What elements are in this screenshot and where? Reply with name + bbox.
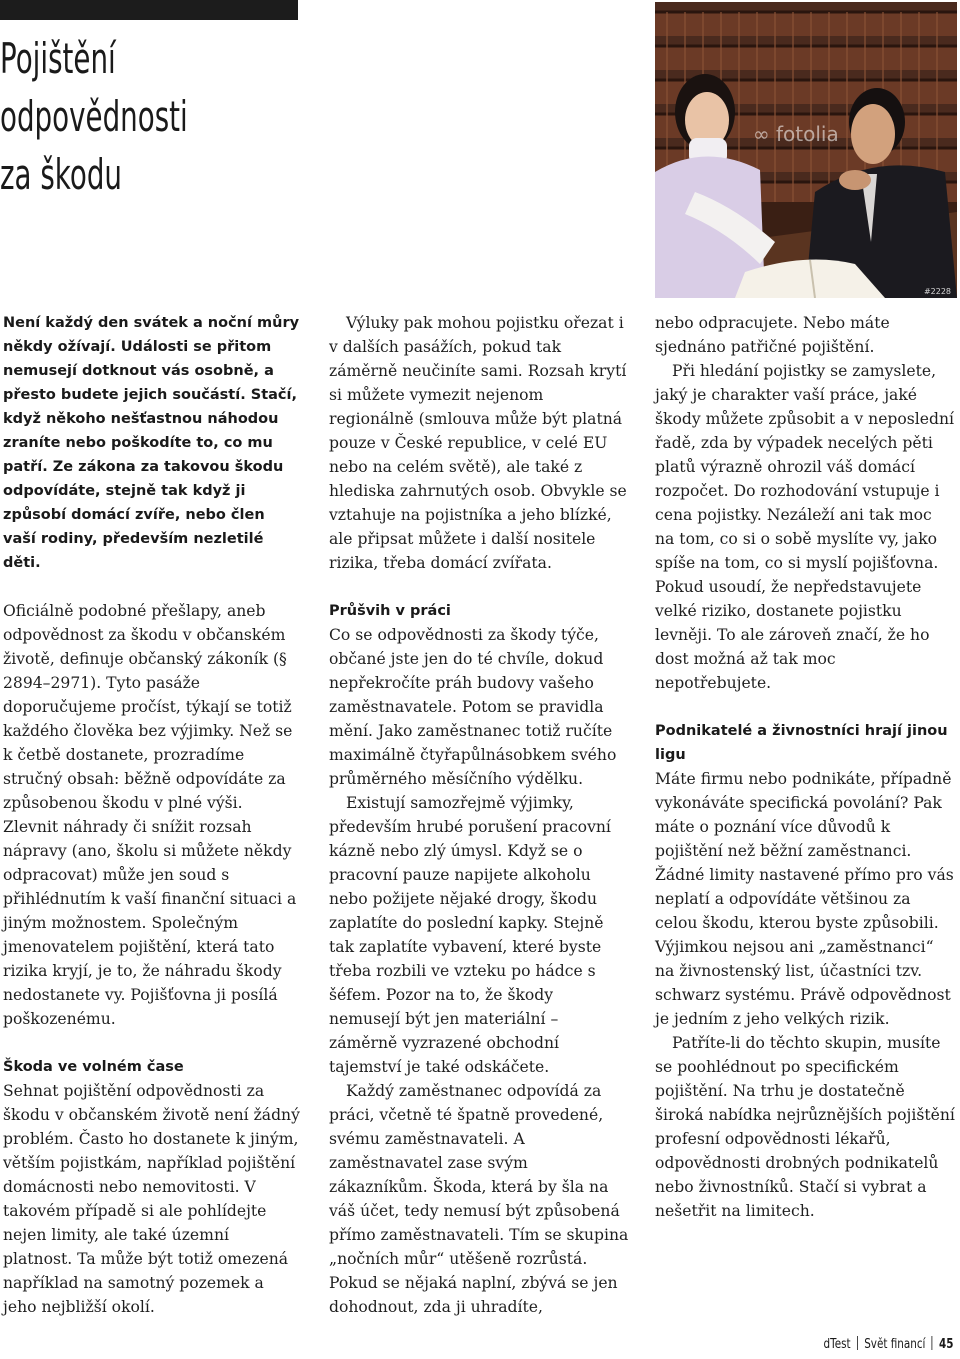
footer-section: Svět financí (864, 1337, 926, 1352)
title-line: Pojištění (0, 34, 116, 83)
subheading: Škoda ve volném čase (3, 1059, 184, 1075)
photo-illustration (655, 2, 957, 298)
paragraph: Výluky pak mohou pojistku ořezat i v dalších pasážích, pokud tak záměrně neučiníte sami. Rozsah krytí si můžete vymezit nejenom regionálně (smlouva může být platná pouze v České republice, v celé EU nebo na celém světě), ale také z hlediska zahrnutých osob. Obvykle se vztahuje na pojistníka a jeho blízké, ale připsat můžete i další nositele rizika, třeba domácí zvířata. (329, 314, 627, 572)
photo-code: #2228 (923, 287, 951, 296)
paragraph: Každý zaměstnanec odpovídá za práci, včetně té špatně provedené, svému zaměstnavateli. A zaměstnavatel zase svým zákazníkům. Škoda, která by šla na váš účet, tedy nemusí být způsobená přímo zaměstnavateli. Tím se skupina „nočních můr“ utěšeně rozrůstá. Pokud se nějaká naplní, zbývá se jen dohodnout, zda ji uhradíte, (329, 1082, 629, 1316)
subheading: Podnikatelé a živnostníci hrají jinou ligu (655, 723, 948, 763)
watermark: ∞ fotolia (753, 122, 839, 146)
paragraph: nebo odpracujete. Nebo máte sjednáno patřičné pojištění. (655, 314, 890, 356)
spacer (329, 575, 629, 599)
footer-separator (857, 1336, 858, 1350)
paragraph: Máte firmu nebo podnikáte, případně vykonáváte specifická povolání? Pak máte o poznání více důvodů k pojištění než běžní zaměstnanci. Žádné limity nastavené přímo pro vás neplatí a odpovídáte většinou za celou škodu, kterou byste způsobili. Výjimkou nejsou ani „zaměstnanci“ na živnostenský list, účastníci tzv. schwarz systému. Právě odpovědnost je jedním z jeho velkých rizik. (655, 770, 954, 1028)
article-photo (655, 2, 957, 298)
lead-paragraph: Není každý den svátek a noční můry někdy ožívají. Události se přitom nemusejí dotknout vás osobně, a přesto budete jejich součástí. Stačí, když někoho nešťastnou náhodou zraníte nebo poškodíte to, co mu patří. Ze zákona za takovou škodu odpovídáte, stejně tak když ji způsobí domácí zvíře, nebo člen vaší rodiny, především nezletilé děti. (3, 315, 300, 571)
article-title (0, 30, 191, 204)
spacer (3, 575, 301, 599)
paragraph: Při hledání pojistky se zamyslete, jaký je charakter vaší práce, jaké škody můžete způsobit a v neposlední řadě, zda by výpadek necelých pěti platů výrazně ohrozil váš domácí rozpočet. Do rozhodování vstupuje i cena pojistky. Nezáleží ani tak moc na tom, co si o sobě myslíte vy, jako spíše na tom, co si myslí pojišťovna. Pokud usoudí, že nepředstavujete velké riziko, dostanete pojistku levněji. To ale zároveň značí, že ho dost možná až tak moc nepotřebujete. (655, 362, 955, 692)
spacer (3, 1031, 301, 1055)
footer-separator (932, 1336, 933, 1350)
page-footer (824, 1336, 954, 1352)
column-1 (3, 311, 301, 1319)
paragraph: Existují samozřejmě výjimky, především hrubé porušení pracovní kázně nebo zlý úmysl. Když se o pracovní pauze napijete alkoholu nebo požijete nějaké drogy, škodu zaplatíte do poslední kapky. Stejně tak zaplatíte vybavení, které byste třeba rozbili ve vzteku po hádce s šéfem. Pozor na to, že škody nemusejí být jen materiální – záměrně vyzrazené obchodní tajemství je také odskáčete. (329, 794, 611, 1076)
top-bar (0, 0, 298, 20)
column-3 (655, 311, 955, 1223)
footer-brand: dTest (823, 1337, 852, 1352)
page-number: 45 (939, 1337, 954, 1352)
paragraph: Patříte-li do těchto skupin, musíte se poohlédnout po specifickém pojištění. Na trhu je dostatečně široká nabídka nejrůznějších pojištění profesní odpovědnosti lékařů, odpovědnosti drobných podnikatelů nebo živnostníků. Stačí si vybrat a nešetřit na limitech. (655, 1034, 955, 1220)
column-2 (329, 311, 629, 1319)
title-line: odpovědnosti (0, 92, 188, 141)
spacer (655, 695, 955, 719)
subheading: Průšvih v práci (329, 603, 451, 619)
paragraph: Oficiálně podobné přešlapy, aneb odpovědnost za škodu v občanském životě, definuje občanský zákoník (§ 2894–2971). Tyto pasáže doporučujeme pročíst, týkají se totiž každého člověka bez výjimky. Než se k četbě dostanete, prozradíme stručný obsah: běžně odpovídáte za způsobenou škodu v plné výši. Zlevnit náhrady či snížit rozsah nápravy (ano, školu si můžete někdy odpracovat) může jen soud s přihlédnutím k vaší finanční situaci a jiným možnostem. Společným jmenovatelem pojištění, která tato rizika kryjí, je to, že náhradu škody nedostanete vy. Pojišťovna ji posílá poškozenému. (3, 602, 297, 1028)
paragraph: Co se odpovědnosti za škody týče, občané jste jen do té chvíle, dokud nepřekročíte práh budovy vašeho zaměstnavatele. Potom se pravidla mění. Jako zaměstnanec totiž ručíte maximálně čtyřapůlnásobkem svého průměrného měsíčního výdělku. (329, 626, 617, 788)
paragraph: Sehnat pojištění odpovědnosti za škodu v občanském životě není žádný problém. Často ho dostanete k jiným, větším pojistkám, například pojištění domácnosti nebo nemovitosti. V takovém případě si ale pohlídejte nejen limity, ale také územní platnost. Ta může být totiž omezená například na samotný pozemek a jeho nejbližší okolí. (3, 1082, 300, 1316)
title-line: za škodu (0, 150, 122, 199)
